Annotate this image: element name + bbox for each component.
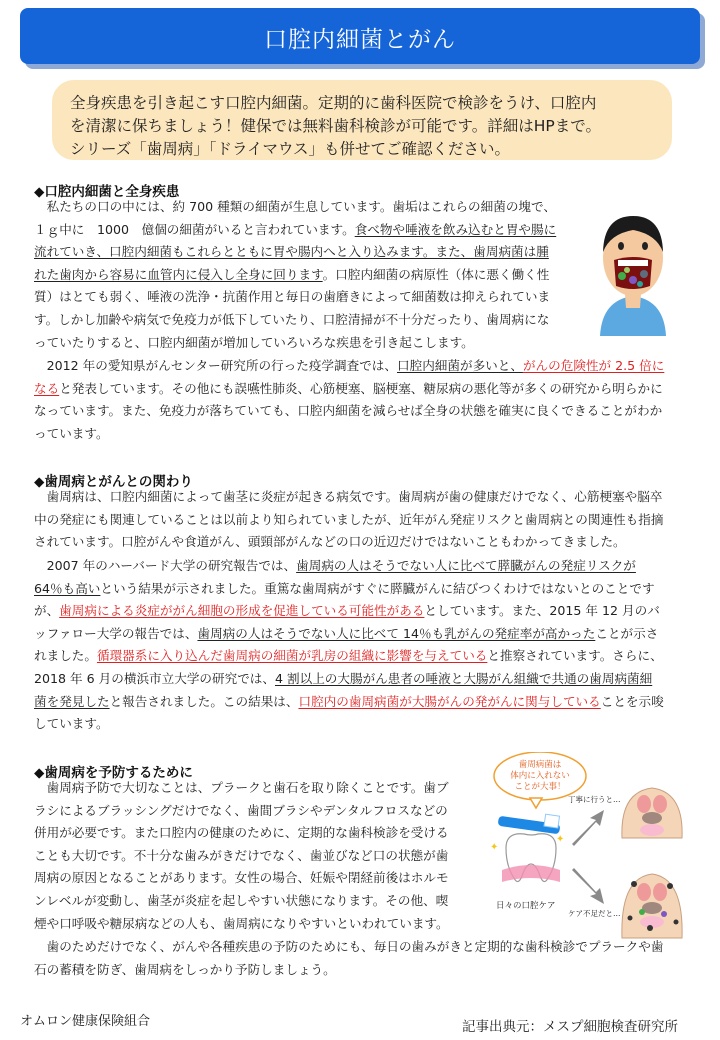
arrow-up-icon [572, 810, 604, 846]
text-line: す。しかし加齢や病気で免疫力が低下していたり、口腔清掃が不十分だったり、歯周病にな [34, 311, 550, 327]
title-banner [20, 8, 700, 64]
boy-brushing-illustration [596, 196, 670, 336]
text-run: 。口腔内細菌の病原性（体に悪く働く性 [322, 266, 550, 282]
page-title: 口腔内細菌とがん [264, 27, 456, 53]
text-line: 私たちの口の中には、約 700 種類の細菌が生息しています。歯垢はこれらの細菌の塊で、 [34, 199, 556, 214]
section2-paragraph2 [34, 555, 694, 736]
text-line [34, 264, 594, 287]
underlined-text: 流れていき、口腔内細菌もこれらとともに胃や腸内へと入り込みます。また、歯周病菌は腫 [34, 244, 549, 260]
intro-box [52, 80, 672, 160]
text-line: ラシによるブラッシングだけでなく、歯間ブラシやデンタルフロスなどの [34, 802, 448, 818]
text-line [34, 623, 694, 646]
text-run: 2018 年 6 月の横浜市立大学の研究では、 [34, 670, 275, 686]
text-line: っています。 [34, 425, 109, 441]
poor-care-label: ケア不足だと… [568, 909, 621, 918]
text-line: ことも大切です。不十分な歯みがきだけでなく、歯並びなど口の状態が歯 [34, 847, 449, 863]
text-line [34, 555, 694, 578]
underlined-text: 4 割以上の大腸がん患者の唾液と大腸がん組織で共通の歯周病菌細 [274, 670, 653, 686]
highlight-red-text: 循環器系に入り込んだ歯周病の細菌が乳房の組織に影響を与えている [96, 648, 488, 664]
intro-line: を清潔に保ちましょう！健保では無料歯科検診が可能です。詳細はHPまで。 [70, 117, 601, 135]
text-run: という結果が示されました。重篤な歯周病がすぐに膵臓がんに結びつくわけではないとのことです [100, 580, 655, 596]
text-line [34, 355, 694, 378]
daily-care-label: 日々の口腔ケア [496, 901, 556, 911]
text-line: なっています。また、免疫力が落ちていても、口腔内細菌を減らせば全身の状態を確実に良くできることがわか [34, 403, 663, 419]
text-line: 歯周病予防で大切なことは、プラークと歯石を取り除くことです。歯ブ [34, 780, 449, 795]
text-line [34, 219, 594, 242]
text-line: 併用が必要です。また口腔内の健康のために、定期的な歯科検診を受ける [34, 825, 449, 841]
underlined-text: 64％も高い [34, 580, 101, 596]
footer-organization: オムロン健康保険組合 [20, 1014, 151, 1029]
text-line: 石の蓄積を防ぎ、歯周病をしっかり予防しましょう。 [34, 961, 336, 977]
unhealthy-body-icon [622, 874, 682, 938]
text-run: 2012 年の愛知県がんセンター研究所の行った疫学調査では、 [34, 358, 397, 373]
bubble-text-line: 体内に入れない [510, 771, 570, 781]
text-run: と報告されました。この結果は、 [109, 693, 299, 709]
text-run: としています。また、2015 年 12 月のバ [424, 603, 660, 619]
oral-care-illustration [484, 752, 696, 940]
tooth-icon [502, 834, 560, 882]
text-run: ッファロー大学の報告では、 [34, 625, 198, 641]
highlight-red-text: がんの危険性が 2.5 倍に [522, 358, 665, 373]
section-heading-oral-bacteria: ◆口腔内細菌と全身疾患 [34, 184, 180, 200]
intro-line: シリーズ「歯周病」「ドライマウス」も併せてご確認ください。 [70, 140, 511, 158]
bubble-text-line: 歯周病菌は [518, 760, 562, 770]
text-line [34, 645, 694, 668]
bubble-text-line: ことが大事！ [514, 782, 566, 792]
intro-line: 全身疾患を引き起こす口腔内細菌。定期的に歯科医院で検診をうけ、口腔内 [70, 94, 597, 112]
text-line: 歯周病は、口腔内細菌によって歯茎に炎症が起きる病気です。歯周病が歯の健康だけでなく、心筋梗塞や脳卒 [34, 489, 663, 504]
underlined-text: 口腔内細菌が多いと、 [397, 358, 523, 373]
arrow-down-icon [572, 868, 604, 904]
text-run: と発表しています。その他にも誤嚥性肺炎、心筋梗塞、脳梗塞、糖尿病の悪化等が多くの研究から明らかに [59, 380, 663, 396]
text-line [34, 691, 694, 714]
text-line: 歯のためだけでなく、がんや各種疾患の予防のためにも、毎日の歯みがきと定期的な歯科検診でプラークや歯 [34, 939, 664, 954]
highlight-red-text: 口腔内の歯周病菌が大腸がんの発がんに関与している [298, 693, 601, 709]
text-line: 周病の原因となることがあります。女性の場合、妊娠や閉経前後はホルモ [34, 870, 449, 886]
highlight-red-text: なる [34, 380, 60, 396]
text-run: と推察されています。さらに、 [487, 648, 663, 664]
text-line [34, 668, 694, 691]
text-line: されています。口腔がんや食道がん、頭頸部がんなどの口の近辺だけではないこともわかってきました。 [34, 534, 626, 550]
text-line [34, 241, 594, 264]
text-run: １ｇ中に 1000 億個の細菌がいると言われています。 [34, 221, 355, 237]
section3-paragraph1 [34, 777, 484, 935]
section-heading-periodontal-cancer: ◆歯周病とがんとの関わり [34, 474, 193, 490]
sparkle-icon: ✦ [490, 842, 499, 853]
underlined-text: 歯周病の人はそうでない人に比べて 14％も乳がんの発症率が高かった [197, 625, 596, 641]
good-care-label: 丁寧に行うと… [568, 795, 621, 804]
text-line [34, 578, 694, 601]
underlined-text: 食べ物や唾液を飲み込むと胃や腸に [354, 221, 557, 237]
text-line [34, 378, 694, 401]
section-heading-prevention: ◆歯周病を予防するために [34, 765, 193, 781]
text-line: しています。 [34, 716, 109, 732]
text-line: 中の発症にも関連していることは以前より知られていましたが、近年がん発症リスクと歯周病との関連性も指摘 [34, 511, 664, 527]
underlined-text: れた歯肉から容易に血管内に侵入し全身に回ります [34, 266, 323, 282]
underlined-text: 菌を発見した [34, 693, 110, 709]
text-line: ンレベルが変動し、歯茎が炎症を起しやすい状態になります。その他、喫 [34, 892, 449, 908]
toothbrush-icon [498, 814, 561, 834]
section1-paragraph2 [34, 355, 694, 445]
text-run: 2007 年のハーバード大学の研究報告では、 [34, 558, 297, 573]
section3-paragraph2 [34, 936, 694, 981]
footer-source: 記事出典元：メスプ細胞検査研究所 [462, 1019, 678, 1035]
text-run: が、 [34, 603, 60, 619]
healthy-body-icon [622, 788, 682, 838]
text-line: 煙や口呼吸や糖尿病などの人も、歯周病になりやすいといわれています。 [34, 915, 449, 931]
text-line: っていたりすると、口腔内細菌が増加していろいろな疾患を引き起こします。 [34, 334, 474, 350]
text-run: れました。 [34, 648, 97, 664]
highlight-red-text: 歯周病による炎症ががん細胞の形成を促進している可能性がある [59, 603, 425, 619]
underlined-text: 歯周病の人はそうでない人に比べて膵臓がんの発症リスクが [296, 558, 636, 573]
text-run: ことを示唆 [600, 693, 664, 709]
sparkle-icon: ✦ [556, 834, 565, 845]
text-line: 質）はとても弱く、唾液の洗浄・抗菌作用と毎日の歯磨きによって細菌数は抑えられていま [34, 289, 551, 305]
text-run: ことが示さ [595, 625, 659, 641]
section2-paragraph1 [34, 486, 694, 554]
section1-paragraph1 [34, 196, 594, 354]
text-line [34, 600, 694, 623]
